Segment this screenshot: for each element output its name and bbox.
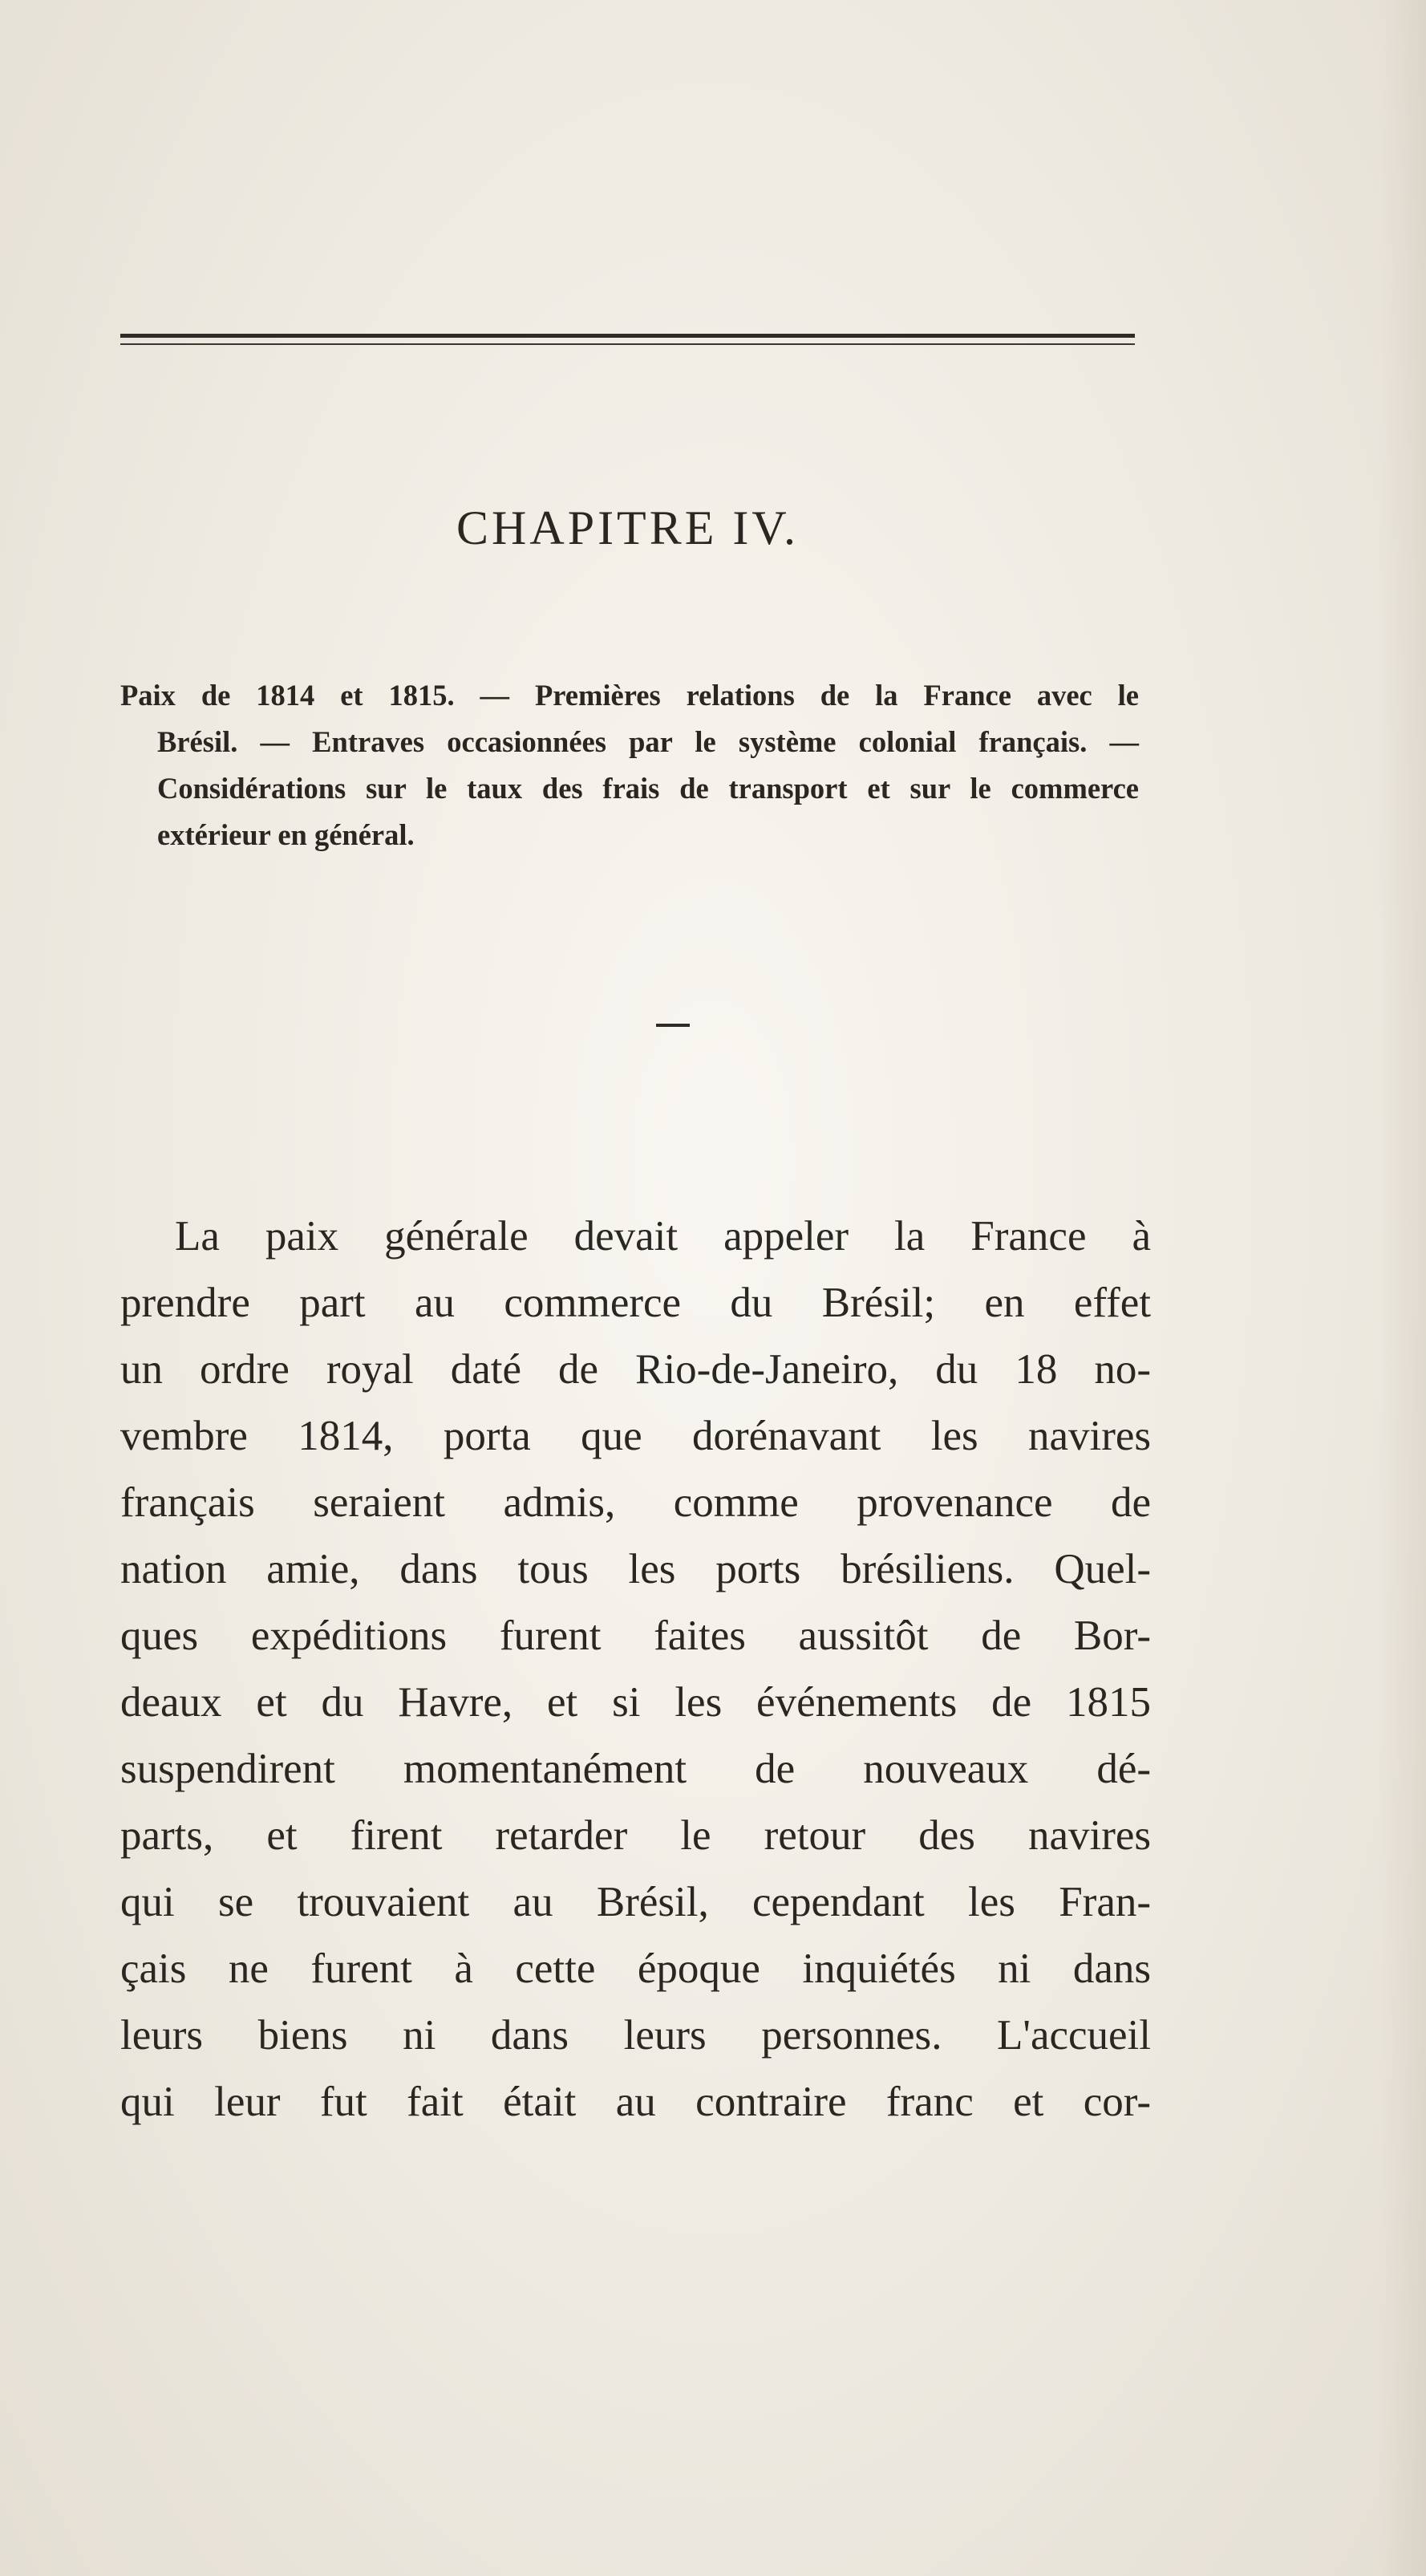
body-paragraph — [120, 1203, 1151, 2136]
body-line: un ordre royal daté de Rio-de-Janeiro, du 18 no- — [120, 1346, 1151, 1393]
body-line: çais ne furent à cette époque inquiétés ni dans — [120, 1945, 1151, 1992]
body-line: français seraient admis, comme provenance de — [120, 1479, 1151, 1526]
body-line: suspendirent momentanément de nouveaux dé- — [120, 1746, 1151, 1792]
body-line: prendre part au commerce du Brésil; en effet — [120, 1280, 1151, 1326]
summary-line: Brésil. — Entraves occasionnées par le système colonial français. — — [157, 725, 1139, 758]
summary-line: Paix de 1814 et 1815. — Premières relations de la France avec le — [120, 679, 1139, 712]
body-line: leurs biens ni dans leurs personnes. L'accueil — [120, 2012, 1151, 2059]
body-line: deaux et du Havre, et si les événements de 1815 — [120, 1679, 1151, 1726]
body-line: qui leur fut fait était au contraire franc et cor- — [120, 2079, 1151, 2125]
body-line: ques expéditions furent faites aussitôt de Bor- — [120, 1613, 1151, 1659]
summary-line: Considérations sur le taux des frais de transport et sur le commerce — [157, 772, 1139, 805]
chapter-summary — [120, 672, 1139, 858]
chapter-title: CHAPITRE IV. — [456, 501, 799, 554]
header-rule-thin — [120, 343, 1135, 345]
body-line: vembre 1814, porta que dorénavant les navires — [120, 1413, 1151, 1459]
body-line: qui se trouvaient au Brésil, cependant les Fran- — [120, 1879, 1151, 1925]
header-rule-thick — [120, 334, 1135, 338]
page-edge-shadow — [1378, 0, 1426, 2576]
section-separator-dash — [656, 1024, 690, 1027]
body-line: nation amie, dans tous les ports brésiliens. Quel- — [120, 1546, 1151, 1592]
summary-line: extérieur en général. — [157, 818, 415, 851]
body-line: parts, et firent retarder le retour des navires — [120, 1812, 1151, 1859]
body-line: La paix générale devait appeler la France à — [175, 1213, 1151, 1260]
